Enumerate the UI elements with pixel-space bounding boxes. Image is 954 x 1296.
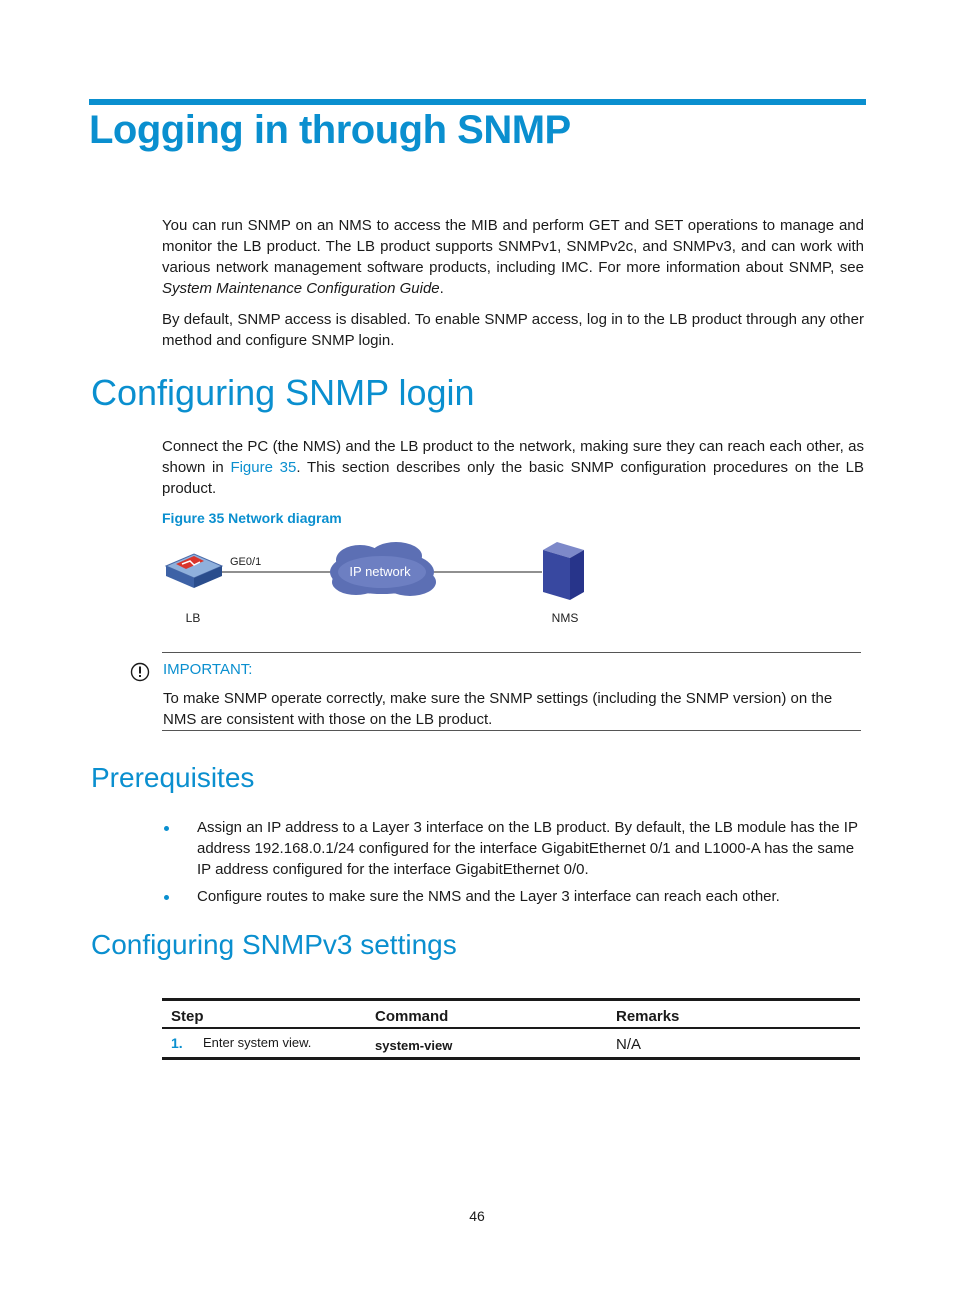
important-text: To make SNMP operate correctly, make sure the SNMP settings (including the SNMP version) on the NMS are consistent with those on the LB product.	[163, 690, 833, 728]
intro-paragraph-2: By default, SNMP access is disabled. To enable SNMP access, log in to the LB product through any other method and configure SNMP login.	[162, 311, 864, 349]
notice-bottom-rule	[162, 730, 861, 731]
cloud-label: IP network	[349, 564, 411, 579]
nms-server-icon	[543, 542, 584, 600]
nms-label: NMS	[551, 611, 579, 625]
guide-reference: System Maintenance Configuration Guide	[162, 280, 440, 297]
section-title-snmp-login: Configuring SNMP login	[91, 372, 475, 413]
section-title-prerequisites: Prerequisites	[91, 762, 255, 793]
prerequisites-list	[162, 817, 864, 913]
col-header-command: Command	[375, 1008, 449, 1025]
warning-icon	[130, 662, 150, 682]
figure-caption: Figure 35 Network diagram	[162, 510, 342, 526]
chapter-rule	[89, 99, 866, 105]
figure-35-link[interactable]: Figure 35	[230, 459, 297, 476]
interface-label: GE0/1	[230, 556, 262, 568]
section1-paragraph: Connect the PC (the NMS) and the LB product to the network, making sure they can reach each other, as shown in Figure 35. This section describes only the basic SNMP configuration procedures on the LB product.	[162, 438, 864, 497]
list-item: Assign an IP address to a Layer 3 interface on the LB product. By default, the LB module has the IP address 192.168.0.1/24 configured for the interface GigabitEthernet 0/1 and L1000-A has the same IP address configured for the interface GigabitEthernet 0/0.	[162, 817, 864, 880]
step-number: 1.	[171, 1035, 183, 1051]
section-title-snmpv3: Configuring SNMPv3 settings	[91, 929, 457, 960]
network-diagram	[160, 536, 600, 631]
lb-label: LB	[185, 611, 201, 625]
bullet-icon	[164, 895, 169, 900]
step-command: system-view	[375, 1038, 453, 1053]
intro-paragraph-1: You can run SNMP on an NMS to access the MIB and perform GET and SET operations to manage and monitor the LB product. The LB product supports SNMPv1, SNMPv2c, and SNMPv3, and can work with various network management software products, including IMC. For more information about SNMP, see System Maintenance Configuration Guide.	[162, 217, 864, 297]
step-description: Enter system view.	[203, 1035, 312, 1050]
notice-top-rule	[162, 652, 861, 653]
col-header-step: Step	[171, 1008, 204, 1025]
important-label: IMPORTANT:	[163, 661, 253, 678]
lb-device-icon	[166, 554, 222, 588]
chapter-title: Logging in through SNMP	[89, 108, 571, 152]
bullet-icon	[164, 826, 169, 831]
step-remarks: N/A	[616, 1036, 642, 1053]
list-item: Configure routes to make sure the NMS and the Layer 3 interface can reach each other.	[162, 886, 864, 907]
col-header-remarks: Remarks	[616, 1008, 680, 1025]
important-notice	[130, 652, 861, 732]
page-number: 46	[469, 1208, 485, 1224]
